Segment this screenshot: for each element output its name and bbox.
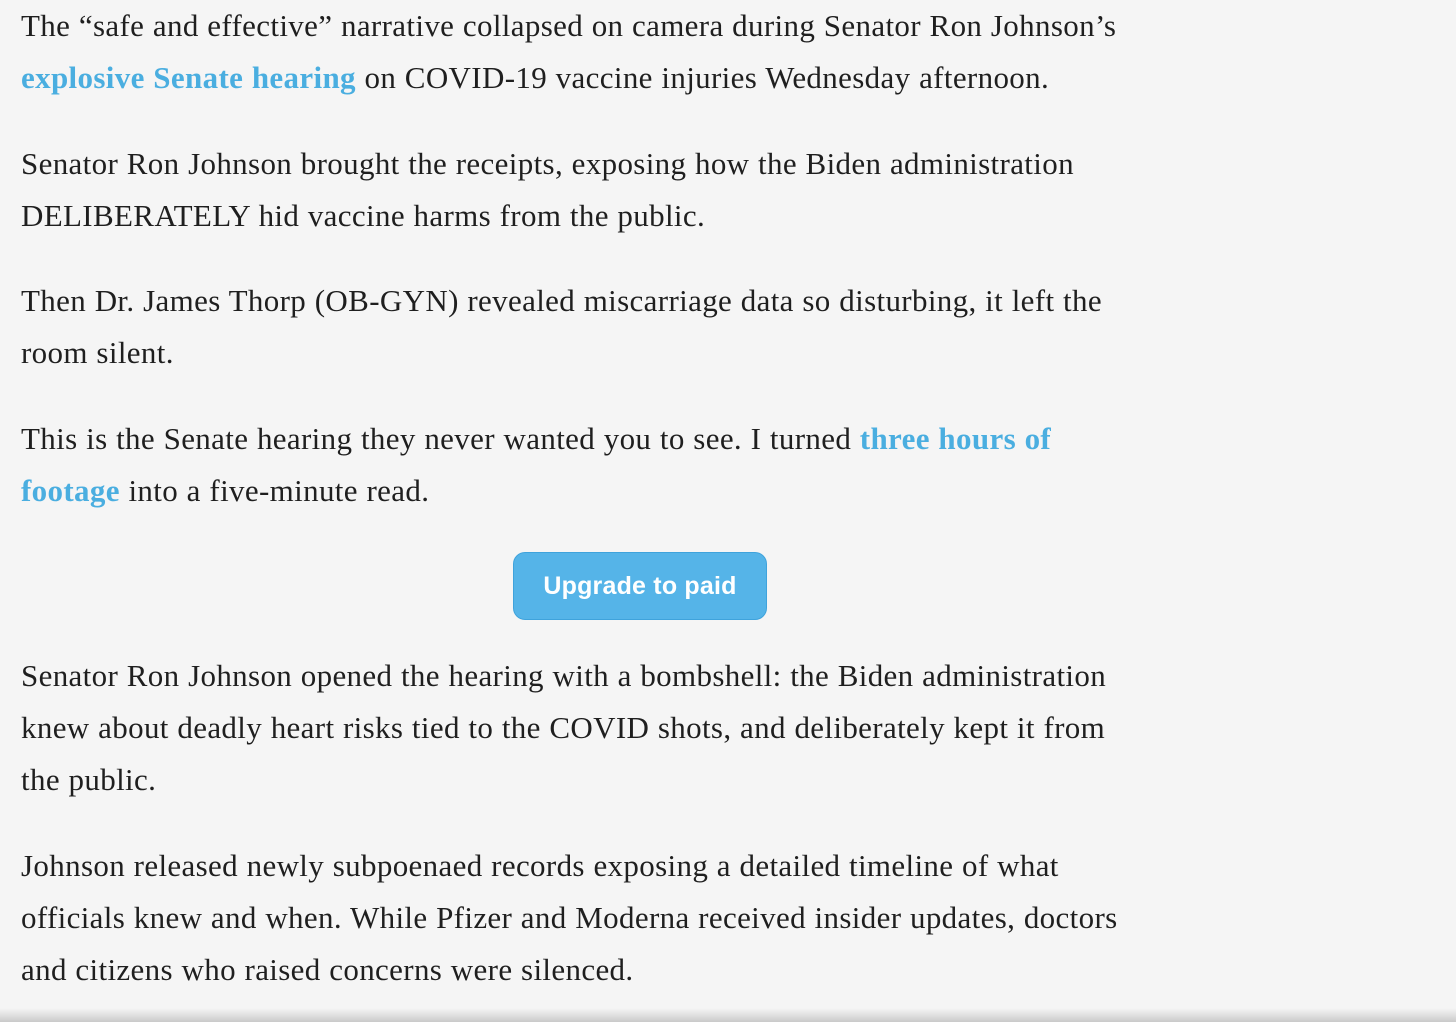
paragraph-6-line-3: and citizens who raised concerns were silenced. (21, 952, 634, 987)
paragraph-2-line-1: Senator Ron Johnson brought the receipts, exposing how the Biden administration (21, 146, 1074, 181)
upgrade-cta-container (513, 552, 767, 620)
explosive-senate-hearing-link[interactable]: explosive Senate hearing (21, 60, 356, 95)
upgrade-to-paid-button[interactable]: Upgrade to paid (513, 552, 767, 620)
three-hours-of-footage-link-part-2[interactable]: footage (21, 473, 120, 508)
paragraph-4 (21, 413, 1261, 517)
paragraph-1 (21, 0, 1261, 104)
paragraph-3-line-2: room silent. (21, 335, 174, 370)
paragraph-4-line-2 (21, 465, 1261, 517)
three-hours-of-footage-link-part-1[interactable]: three hours of (859, 421, 1052, 456)
paragraph-1-line-1: The “safe and effective” narrative collapsed on camera during Senator Ron Johnson’s (21, 8, 1117, 43)
paragraph-1-line-2-text: on COVID-19 vaccine injuries Wednesday afternoon. (355, 60, 1050, 95)
paragraph-5-line-1: Senator Ron Johnson opened the hearing with a bombshell: the Biden administration (21, 658, 1107, 693)
paragraph-4-line-1-text: This is the Senate hearing they never wanted you to see. I turned (21, 421, 860, 456)
paragraph-6-line-2: officials knew and when. While Pfizer and Moderna received insider updates, doctors (21, 900, 1118, 935)
paragraph-5 (21, 650, 1261, 806)
paragraph-4-line-1 (21, 413, 1261, 465)
paragraph-5-line-3: the public. (21, 762, 157, 797)
paragraph-3 (21, 275, 1261, 379)
paragraph-3-line-1: Then Dr. James Thorp (OB-GYN) revealed miscarriage data so disturbing, it left the (21, 283, 1102, 318)
paragraph-2 (21, 138, 1261, 242)
paragraph-5-line-2: knew about deadly heart risks tied to the COVID shots, and deliberately kept it from (21, 710, 1106, 745)
paragraph-2-line-2: DELIBERATELY hid vaccine harms from the public. (21, 198, 706, 233)
paragraph-1-line-2 (21, 52, 1261, 104)
paragraph-4-line-2-text: into a five-minute read. (119, 473, 430, 508)
paragraph-6 (21, 840, 1261, 996)
bottom-edge-shadow (0, 1008, 1456, 1022)
paragraph-6-line-1: Johnson released newly subpoenaed records exposing a detailed timeline of what (21, 848, 1059, 883)
